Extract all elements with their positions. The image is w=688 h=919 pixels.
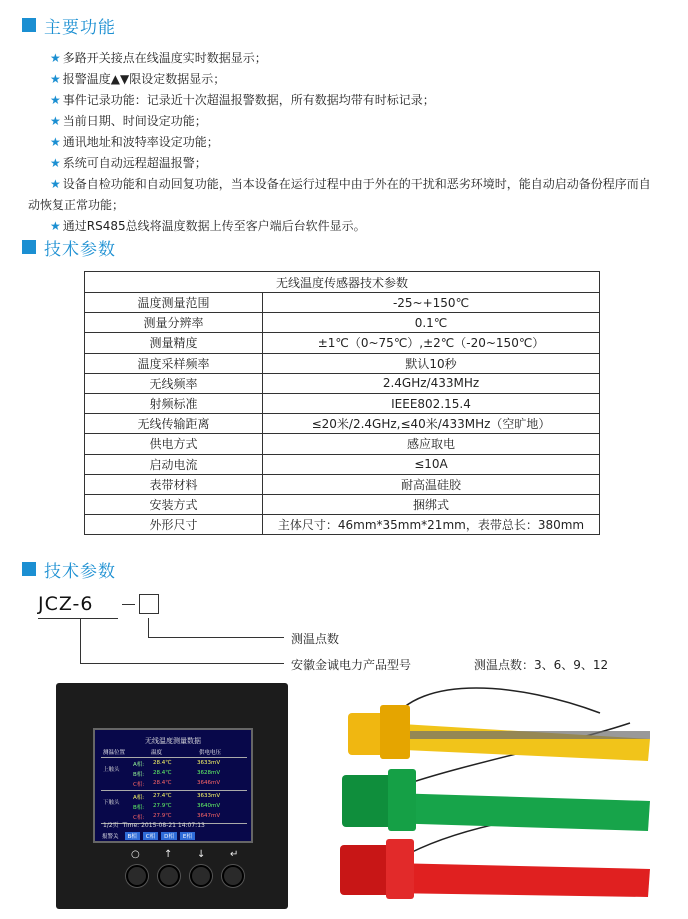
param-name: 外形尺寸 xyxy=(85,515,263,535)
param-value: 感应取电 xyxy=(263,434,600,454)
param-name: 安装方式 xyxy=(85,494,263,514)
table-row xyxy=(85,434,600,454)
param-name: 无线传输距离 xyxy=(85,414,263,434)
param-value: 捆绑式 xyxy=(263,494,600,514)
leader-line xyxy=(80,663,284,664)
device-photo xyxy=(56,683,288,909)
param-name: 无线频率 xyxy=(85,373,263,393)
phase-label: B相: xyxy=(133,805,145,811)
red-sensor xyxy=(340,839,650,899)
enter-key xyxy=(222,865,244,887)
voltage-value: 3628mV xyxy=(197,770,221,776)
phase-label: A相: xyxy=(133,762,145,768)
table-row xyxy=(85,333,600,353)
screen-group-name: 下触头 xyxy=(103,800,120,806)
feature-list xyxy=(28,48,660,237)
param-value: ±1℃（0~75℃）,±2℃（-20~150℃） xyxy=(263,333,600,353)
feature-item: ★ 报警温度▲▼限设定数据显示； xyxy=(50,72,226,86)
model-code: JCZ-6 xyxy=(38,593,94,615)
table-row xyxy=(85,313,600,333)
screen-title: 无线温度测量数据 xyxy=(145,737,201,745)
section-header-main-functions xyxy=(22,13,116,37)
phase-label: C相: xyxy=(133,815,145,821)
softkey: C相 xyxy=(143,832,158,840)
green-sensor xyxy=(342,769,650,831)
screen-header: 温度 xyxy=(151,750,163,756)
section-title: 技术参数 xyxy=(44,561,116,582)
param-name: 测量精度 xyxy=(85,333,263,353)
leader-line xyxy=(148,618,149,637)
label-company: 安徽金诚电力产品型号 xyxy=(291,658,412,672)
temp-value: 28.4℃ xyxy=(153,770,172,776)
table-title: 无线温度传感器技术参数 xyxy=(85,272,600,293)
model-points-box xyxy=(139,594,159,614)
screen-group xyxy=(101,758,247,791)
voltage-value: 3640mV xyxy=(197,803,221,809)
screen-page: 1/2页 xyxy=(103,822,119,829)
param-value: ≤10A xyxy=(263,454,600,474)
enter-key-icon: ↵ xyxy=(230,849,239,860)
star-icon: ★ xyxy=(50,51,61,65)
temp-value: 28.4℃ xyxy=(153,760,172,766)
phase-label: A相: xyxy=(133,795,145,801)
feature-item: ★ 设备自检功能和自动回复功能，当本设备在运行过程中由于外在的干扰和恶劣环境时，能自动启动备份程序而自动恢复正常功能； xyxy=(28,177,651,212)
feature-item: ★ 事件记录功能：记录近十次超温报警数据，所有数据均带有时标记录； xyxy=(50,93,435,107)
menu-key-icon: ○ xyxy=(131,849,140,860)
table-row xyxy=(85,494,600,514)
param-value: 2.4GHz/433MHz xyxy=(263,373,600,393)
screen-header: 供电电压 xyxy=(199,750,222,756)
param-value: ≤20米/2.4GHz,≤40米/433MHz（空旷地） xyxy=(263,414,600,434)
star-icon: ★ xyxy=(50,219,61,233)
feature-item: ★ 通讯地址和波特率设定功能； xyxy=(50,135,219,149)
star-icon: ★ xyxy=(50,156,61,170)
softkey: 报警关 xyxy=(102,834,119,840)
table-row xyxy=(85,293,600,313)
temp-value: 27.9℃ xyxy=(153,813,172,819)
yellow-sensor xyxy=(348,705,650,761)
section-square-icon xyxy=(22,240,36,254)
param-value: -25~+150℃ xyxy=(263,293,600,313)
section-square-icon xyxy=(22,18,36,32)
param-name: 测量分辨率 xyxy=(85,313,263,333)
feature-item: ★ 通过RS485总线将温度数据上传至客户端后台软件显示。 xyxy=(50,219,366,233)
up-key xyxy=(158,865,180,887)
screen-table xyxy=(101,747,247,824)
device-screen xyxy=(93,728,253,843)
phase-label: B相: xyxy=(133,772,145,778)
param-value: IEEE802.15.4 xyxy=(263,393,600,413)
sensor-straps-photo xyxy=(330,683,670,909)
screen-time xyxy=(103,820,205,829)
softkey: E相 xyxy=(180,832,195,840)
menu-key xyxy=(126,865,148,887)
param-name: 温度测量范围 xyxy=(85,293,263,313)
model-underline xyxy=(38,618,118,619)
feature-item: ★ 当前日期、时间设定功能； xyxy=(50,114,207,128)
section-title: 主要功能 xyxy=(44,17,116,38)
down-key-icon: ↓ xyxy=(197,849,206,860)
up-key-icon: ↑ xyxy=(164,849,173,860)
table-row xyxy=(85,373,600,393)
phase-label: C相: xyxy=(133,782,145,788)
table-header-row xyxy=(85,272,600,293)
table-row xyxy=(85,414,600,434)
section-header-tech-params xyxy=(22,235,116,259)
table-row xyxy=(85,393,600,413)
voltage-value: 3646mV xyxy=(197,780,221,786)
label-points: 测温点数 xyxy=(291,632,340,646)
screen-header-row xyxy=(101,747,247,758)
feature-item: ★ 多路开关接点在线温度实时数据显示； xyxy=(50,51,267,65)
voltage-value: 3633mV xyxy=(197,760,221,766)
star-icon: ★ xyxy=(50,72,61,86)
model-dash xyxy=(122,604,135,605)
tech-params-table xyxy=(84,271,600,535)
table-row xyxy=(85,474,600,494)
screen-timestamp: Time: 2015-08-21 14:07:13 xyxy=(122,822,205,829)
star-icon: ★ xyxy=(50,114,61,128)
table-row xyxy=(85,454,600,474)
voltage-value: 3647mV xyxy=(197,813,221,819)
label-points-note: 测温点数：3、6、9、12 xyxy=(474,658,609,672)
temp-value: 28.4℃ xyxy=(153,780,172,786)
param-value: 主体尺寸：46mm*35mm*21mm，表带总长：380mm xyxy=(263,515,600,535)
star-icon: ★ xyxy=(50,135,61,149)
screen-softkeys xyxy=(99,832,195,840)
param-value: 默认10秒 xyxy=(263,353,600,373)
sensor-wire xyxy=(390,688,600,723)
table-row xyxy=(85,515,600,535)
param-name: 温度采样频率 xyxy=(85,353,263,373)
leader-line xyxy=(148,637,284,638)
softkey: D相 xyxy=(161,832,177,840)
param-value: 0.1℃ xyxy=(263,313,600,333)
param-name: 供电方式 xyxy=(85,434,263,454)
screen-header: 测温位置 xyxy=(103,750,126,756)
param-name: 表带材料 xyxy=(85,474,263,494)
param-value: 耐高温硅胶 xyxy=(263,474,600,494)
temp-value: 27.4℃ xyxy=(153,793,172,799)
param-name: 启动电流 xyxy=(85,454,263,474)
section-title: 技术参数 xyxy=(44,239,116,260)
section-square-icon xyxy=(22,562,36,576)
star-icon: ★ xyxy=(50,93,61,107)
temp-value: 27.9℃ xyxy=(153,803,172,809)
star-icon: ★ xyxy=(50,177,61,191)
screen-group-name: 上触头 xyxy=(103,767,120,773)
feature-item: ★ 系统可自动远程超温报警； xyxy=(50,156,207,170)
param-name: 射频标准 xyxy=(85,393,263,413)
down-key xyxy=(190,865,212,887)
table-row xyxy=(85,353,600,373)
voltage-value: 3633mV xyxy=(197,793,221,799)
section-header-model xyxy=(22,557,116,581)
softkey: B相 xyxy=(125,832,140,840)
device-keypad xyxy=(126,865,244,887)
leader-line xyxy=(80,618,81,663)
